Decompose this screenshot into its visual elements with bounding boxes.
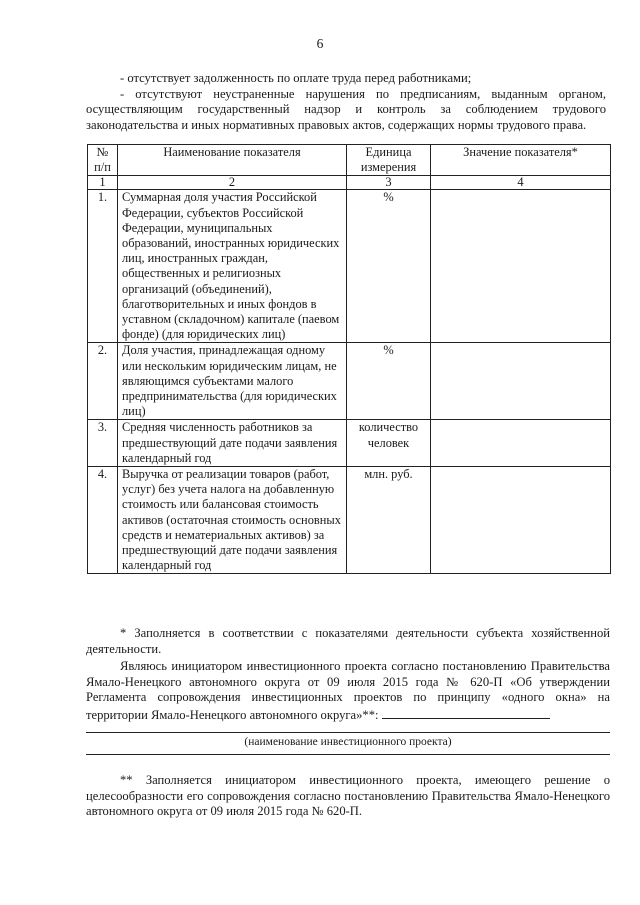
footnote-1 bbox=[86, 626, 610, 657]
page-number: 6 bbox=[316, 36, 324, 51]
row-value[interactable] bbox=[431, 343, 611, 420]
intro-text bbox=[86, 71, 606, 133]
row-value[interactable] bbox=[431, 190, 611, 343]
table-row bbox=[88, 343, 611, 420]
table-index-row bbox=[88, 176, 611, 190]
declaration-text: Являюсь инициатором инвестиционного проекта согласно постановлению Правительства Ямало-Ненецкого автономного округа от 09 июля 2015 года № 620-П «Об утверждении Регламента сопровождения инвестиционных проектов по принципу «одного окна» на территории Ямало-Ненецкого автономного округа»**: bbox=[86, 659, 610, 722]
row-number: 3. bbox=[88, 420, 118, 467]
row-number: 4. bbox=[88, 467, 118, 574]
declaration-paragraph bbox=[86, 659, 610, 723]
caption-divider bbox=[86, 754, 610, 755]
row-name: Суммарная доля участия Российской Федерации, субъектов Российской Федерации, муниципальных образований, иностранных юридических лиц, иностранных граждан, общественных и религиозных организаций (объединений), благотворительных и иных фондов в уставном (складочном) капитале (паевом фонде) (для юридических лиц) bbox=[118, 190, 347, 343]
footnote-1-text: * Заполняется в соответствии с показателями деятельности субъекта хозяйственной деятельности. bbox=[86, 626, 610, 656]
table-row bbox=[88, 467, 611, 574]
project-name-caption: (наименование инвестиционного проекта) bbox=[244, 736, 452, 748]
row-value[interactable] bbox=[431, 420, 611, 467]
indicators-table bbox=[87, 144, 611, 574]
index-cell: 1 bbox=[88, 176, 118, 190]
declaration bbox=[86, 659, 610, 723]
row-unit: % bbox=[347, 190, 431, 343]
index-cell: 2 bbox=[118, 176, 347, 190]
index-cell: 3 bbox=[347, 176, 431, 190]
row-unit: % bbox=[347, 343, 431, 420]
intro-line-2: - отсутствуют неустраненные нарушения по предписаниям, выданным органом, осуществляющим государственный надзор и контроль за соблюдением трудового законодательства и иных нормативных правовых актов, содержащих нормы трудового права. bbox=[86, 86, 606, 132]
index-cell: 4 bbox=[431, 176, 611, 190]
row-number: 2. bbox=[88, 343, 118, 420]
row-unit: количество человек bbox=[347, 420, 431, 467]
header-unit: Единица измерения bbox=[347, 145, 431, 176]
project-name-line[interactable] bbox=[86, 732, 610, 733]
row-name: Средняя численность работников за предшествующий дате подачи заявления календарный год bbox=[118, 420, 347, 467]
table-row bbox=[88, 190, 611, 343]
table-row bbox=[88, 420, 611, 467]
footnote-2-text: ** Заполняется инициатором инвестиционного проекта, имеющего решение о целесообразности его сопровождения согласно постановлению Правительства Ямало-Ненецкого автономного округа от 09 июля 2015 года № 620-П. bbox=[86, 773, 610, 818]
project-name-blank[interactable] bbox=[382, 706, 550, 719]
row-value[interactable] bbox=[431, 467, 611, 574]
header-number: № п/п bbox=[88, 145, 118, 176]
row-unit: млн. руб. bbox=[347, 467, 431, 574]
row-name: Выручка от реализации товаров (работ, услуг) без учета налога на добавленную стоимость или балансовая стоимость активов (остаточная стоимость основных средств и нематериальных активов) за предшествующий дате подачи заявления календарный год bbox=[118, 467, 347, 574]
table-header-row bbox=[88, 145, 611, 176]
row-number: 1. bbox=[88, 190, 118, 343]
header-name: Наименование показателя bbox=[118, 145, 347, 176]
intro-line-1: - отсутствует задолженность по оплате труда перед работниками; bbox=[120, 71, 472, 85]
footnote-2 bbox=[86, 773, 610, 820]
header-value: Значение показателя* bbox=[431, 145, 611, 176]
row-name: Доля участия, принадлежащая одному или нескольким юридическим лицам, не являющимся субъектами малого предпринимательства (для юридических лиц) bbox=[118, 343, 347, 420]
